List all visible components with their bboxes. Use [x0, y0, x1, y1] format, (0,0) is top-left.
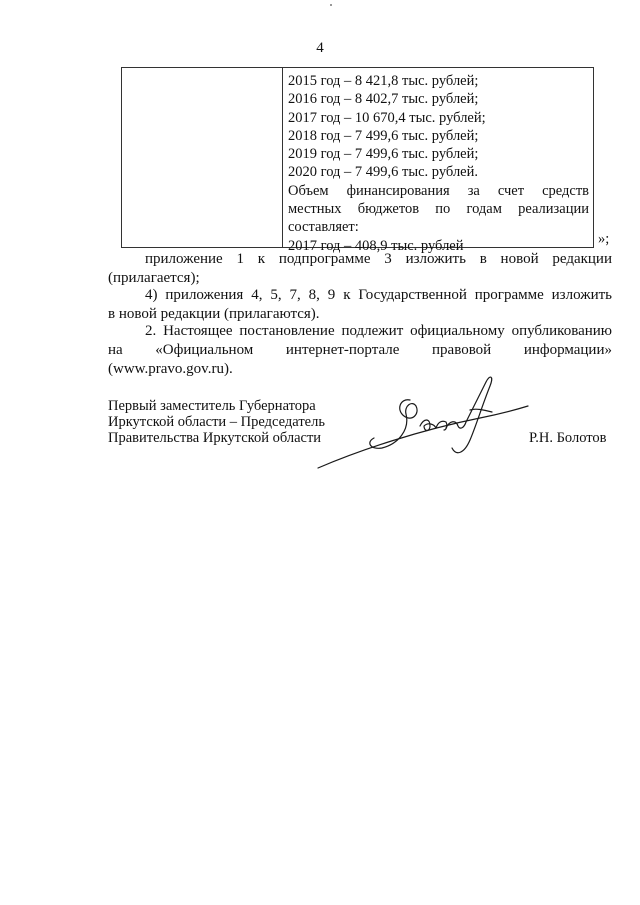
table-line: составляет: — [288, 219, 359, 236]
paragraph-line: (прилагается); — [108, 270, 200, 286]
paragraph-appendices — [108, 286, 612, 324]
closing-quote: »; — [598, 231, 610, 247]
table-line: 2015 год – 8 421,8 тыс. рублей; — [288, 73, 479, 89]
signatory-title-line: Правительства Иркутской области — [108, 430, 322, 446]
paragraph-line: 2. Настоящее постановление подлежит официальному опубликованию — [145, 323, 612, 339]
table-line: местных бюджетов по годам реализации — [288, 201, 589, 218]
signatory-title-line: Иркутской области – Председатель — [108, 414, 325, 430]
table-line: 2017 год – 10 670,4 тыс. рублей; — [288, 109, 486, 126]
table-line: 2019 год – 7 499,6 тыс. рублей; — [288, 146, 479, 163]
handwritten-signature — [300, 370, 540, 480]
paragraph-line: 4) приложения 4, 5, 7, 8, 9 к Государственной программе изложить — [145, 287, 612, 303]
paragraph-line: в новой редакции (прилагаются). — [108, 306, 320, 322]
financing-table — [121, 67, 594, 254]
paragraph-appendix-subprogram — [108, 250, 612, 288]
table-line: 2020 год – 7 499,6 тыс. рублей. — [288, 164, 479, 181]
table-line: 2018 год – 7 499,6 тыс. рублей; — [288, 127, 479, 144]
table-line: 2016 год – 8 402,7 тыс. рублей; — [288, 91, 479, 108]
signatory-title — [108, 398, 325, 446]
paragraph-line: приложение 1 к подпрограмме 3 изложить в новой редакции — [145, 251, 612, 267]
signatory-name: Р.Н. Болотов — [529, 430, 607, 446]
paragraph-line: на «Официальном интернет-портале правовой информации» — [108, 342, 612, 358]
scan-mark — [330, 4, 332, 6]
paragraph-line: (www.pravo.gov.ru). — [108, 361, 233, 377]
table-right-cell — [288, 72, 589, 255]
signatory-title-line: Первый заместитель Губернатора — [108, 398, 316, 414]
page-number: 4 — [316, 40, 324, 56]
table-line: Объем финансирования за счет средств — [288, 182, 589, 199]
table-left-cell — [122, 68, 283, 247]
table-line: 2017 год – 408,9 тыс. рублей — [288, 237, 464, 254]
